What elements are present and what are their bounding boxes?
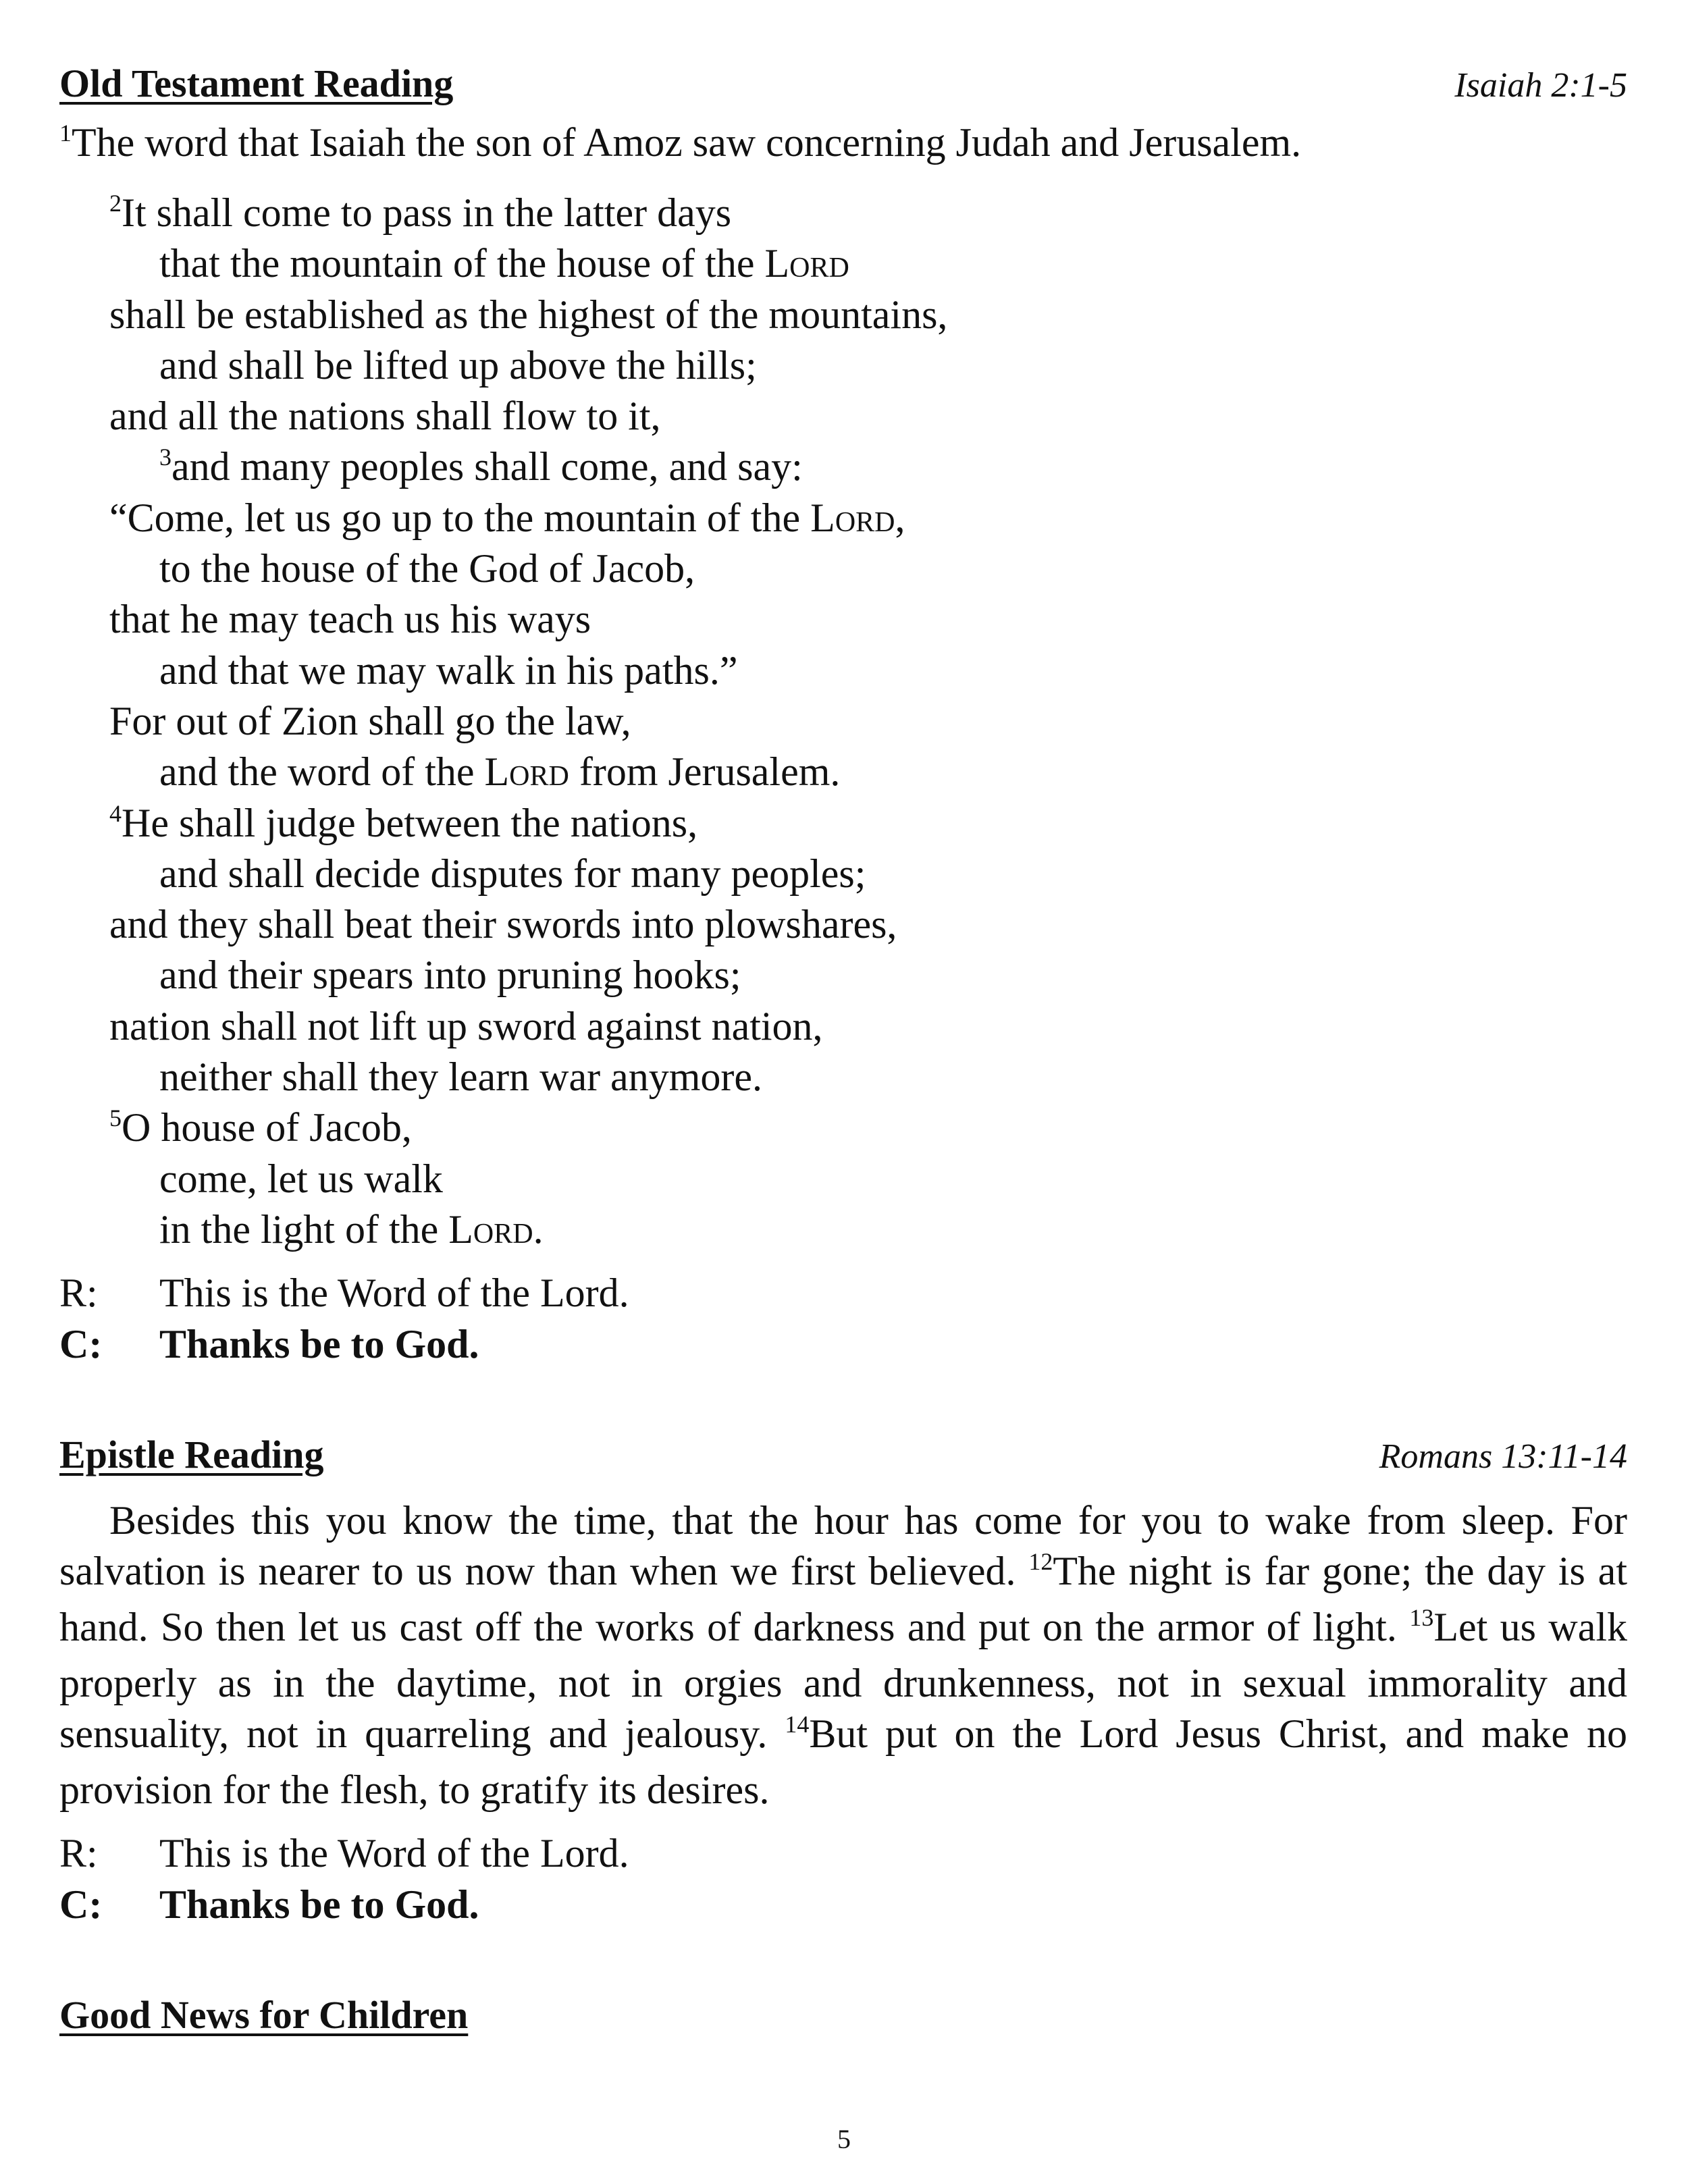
poetry-line: to the house of the God of Jacob, [159, 546, 695, 591]
epistle-section [59, 1432, 1627, 1930]
epistle-header [59, 1432, 1627, 1486]
poetry-line: $^3$and many peoples shall come, and say: [159, 444, 803, 489]
divine-name: Lord [448, 1206, 533, 1252]
divine-name: Lord [484, 749, 569, 795]
divine-name: Lord [764, 241, 849, 286]
poetry-line: and that we may walk in his paths.” [159, 647, 738, 693]
divine-name: Lord [810, 495, 895, 540]
children-section [59, 1992, 1627, 2046]
epistle-reference: Romans 13:11-14 [1379, 1437, 1627, 1476]
ot-title: Old Testament Reading [59, 61, 454, 105]
response-text: Thanks be to God. [159, 1882, 479, 1927]
verse-number: 3 [159, 444, 172, 471]
children-title: Good News for Children [59, 1993, 469, 2037]
leader-response [59, 1267, 1627, 1319]
response-text: This is the Word of the Lord. [159, 1271, 629, 1316]
poetry-line: and their spears into pruning hooks; [159, 953, 741, 998]
poetry-line: and they shall beat their swords into plowshares, [109, 902, 897, 947]
response-label: R: [59, 1831, 98, 1876]
poetry-line: and shall decide disputes for many peoples; [159, 851, 866, 896]
poetry-line: nation shall not lift up sword against nation, [109, 1003, 823, 1048]
ot-response [59, 1267, 1627, 1370]
poetry-line: For out of Zion shall go the law, [109, 698, 631, 743]
children-header [59, 1992, 1627, 2046]
ot-header [59, 61, 1627, 115]
poetry-line: in the light of the Lord. [159, 1206, 544, 1252]
poetry-line: neither shall they learn war anymore. [159, 1055, 762, 1100]
poetry-line: that he may teach us his ways [109, 597, 591, 642]
congregation-response [59, 1319, 1627, 1370]
poetry-line: come, let us walk [159, 1156, 443, 1201]
epistle-text: Besides this you know the time, that the hour has come for you to wake from sleep. For salvation is nearer to us now than when we first believed. $^{12}$The night is far gone; the day is at hand. So then let us cast off the works of darkness and put on the armor of light. $^{13}$Let us walk properly as in the daytime, not in orgies and drunkenness, not in sexual immorality and sensuality, not in quarreling and jealousy. $^{14}$But put on the Lord Jesus Christ, and make no provision for the flesh, to gratify its desires. [59, 1498, 1627, 1813]
poetry-line: shall be established as the highest of the mountains, [109, 292, 948, 337]
verse-number: 2 [109, 190, 122, 217]
verse-number: 12 [1028, 1548, 1053, 1576]
response-label: R: [59, 1271, 98, 1316]
poetry-line: “Come, let us go up to the mountain of the Lord, [109, 495, 905, 540]
poetry-line: that the mountain of the house of the Lord [159, 241, 849, 286]
verse-number: 14 [785, 1711, 810, 1738]
bulletin-page [59, 61, 1627, 2046]
epistle-response [59, 1828, 1627, 1930]
congregation-response [59, 1879, 1627, 1930]
verse-number: 4 [109, 799, 122, 827]
poetry-line: $^4$He shall judge between the nations, [109, 799, 698, 845]
response-text: This is the Word of the Lord. [159, 1831, 629, 1876]
leader-response [59, 1828, 1627, 1879]
ot-verse-1 [59, 117, 1627, 173]
verse-number: 1 [59, 119, 72, 147]
ot-reference: Isaiah 2:1-5 [1454, 66, 1627, 105]
verse-number: 13 [1409, 1604, 1434, 1632]
poetry-line: $^5$O house of Jacob, [109, 1104, 412, 1150]
poetry-line: and shall be lifted up above the hills; [159, 342, 757, 388]
poetry-line: and the word of the Lord from Jerusalem. [159, 749, 841, 795]
poetry-line: $^2$It shall come to pass in the latter days [109, 190, 732, 235]
response-text: Thanks be to God. [159, 1322, 479, 1367]
ot-poetry [59, 188, 1627, 1255]
epistle-title: Epistle Reading [59, 1433, 324, 1477]
response-label: C: [59, 1322, 103, 1367]
response-label: C: [59, 1882, 103, 1927]
poetry-line: and all the nations shall flow to it, [109, 394, 661, 439]
verse-number: 5 [109, 1104, 122, 1132]
verse-text: The word that Isaiah the son of Amoz saw concerning Judah and Jerusalem. [72, 120, 1302, 165]
page-number: 5 [837, 2124, 851, 2154]
